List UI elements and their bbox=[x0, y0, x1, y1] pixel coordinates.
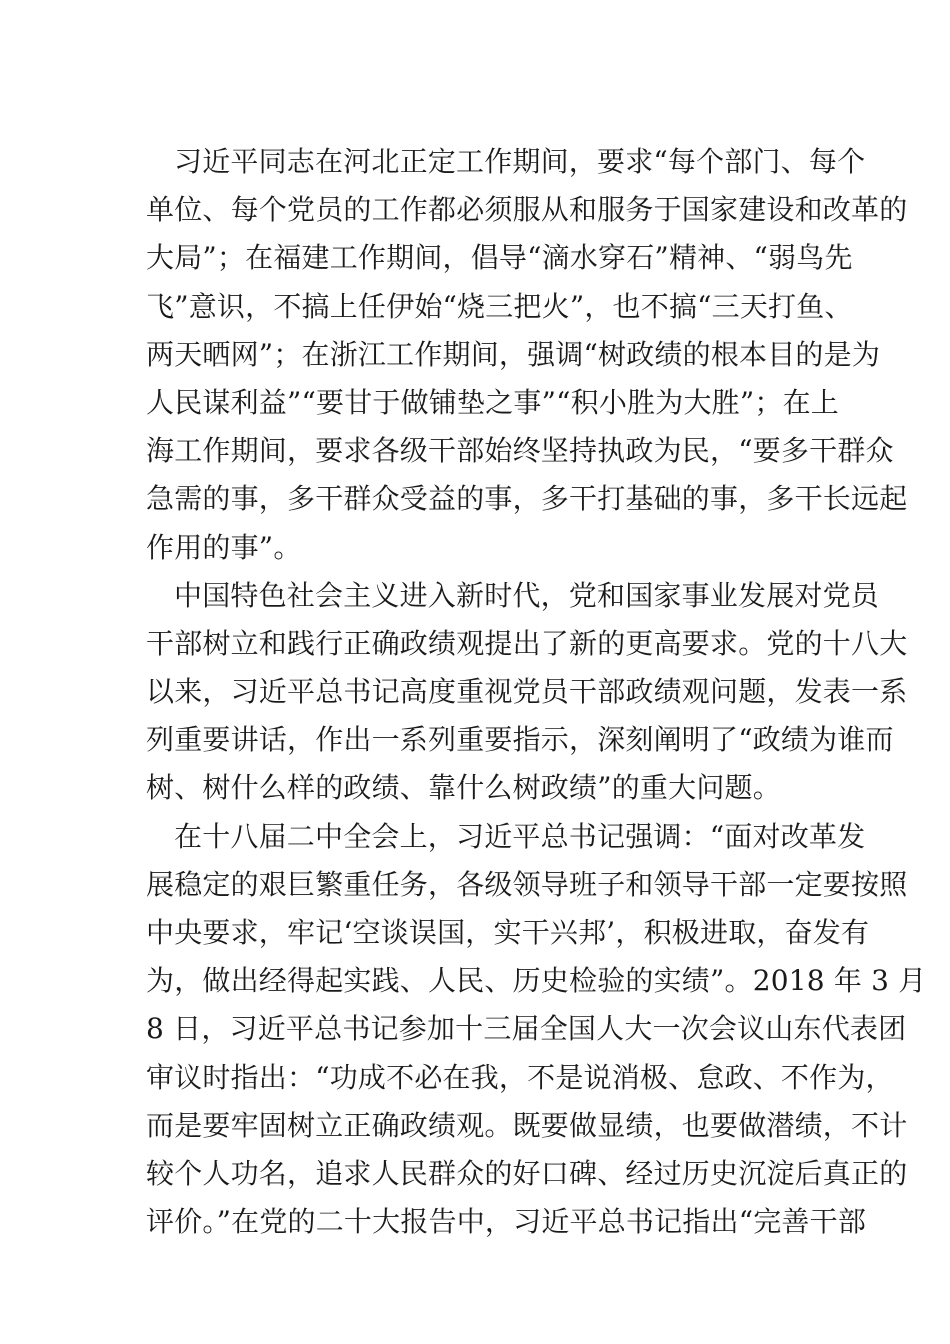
paragraph-3 bbox=[146, 813, 927, 1247]
body-text bbox=[146, 138, 927, 1246]
text-line: 为，做出经得起实践、人民、历史检验的实绩”。2018 年 3 月 bbox=[146, 964, 927, 998]
text-line: 海工作期间，要求各级干部始终坚持执政为民，“要多干群众 bbox=[146, 434, 894, 468]
text-line: 树、树什么样的政绩、靠什么树政绩”的重大问题。 bbox=[146, 771, 781, 805]
text-line: 展稳定的艰巨繁重任务，各级领导班子和领导干部一定要按照 bbox=[146, 867, 908, 901]
text-line: 作用的事”。 bbox=[146, 530, 302, 564]
text-line: 干部树立和践行正确政绩观提出了新的更高要求。党的十八大 bbox=[146, 626, 908, 660]
text-line: 习近平同志在河北正定工作期间，要求“每个部门、每个 bbox=[174, 145, 866, 178]
text-line: 8 日，习近平总书记参加十三届全国人大一次会议山东代表团 bbox=[146, 1012, 907, 1046]
text-line: 飞”意识，不搞上任伊始“烧三把火”，也不搞“三天打鱼、 bbox=[146, 289, 853, 323]
text-line: 在十八届二中全会上，习近平总书记强调：“面对改革发 bbox=[174, 819, 866, 853]
text-line: 以来，习近平总书记高度重视党员干部政绩观问题，发表一系 bbox=[146, 675, 908, 709]
text-line: 审议时指出：“功成不必在我，不是说消极、怠政、不作为， bbox=[146, 1060, 894, 1094]
text-line: 评价。”在党的二十大报告中，习近平总书记指出“完善干部 bbox=[146, 1205, 867, 1239]
text-line: 单位、每个党员的工作都必须服从和服务于国家建设和改革的 bbox=[146, 193, 908, 227]
text-line: 较个人功名，追求人民群众的好口碑、经过历史沉淀后真正的 bbox=[146, 1156, 908, 1190]
text-line: 中央要求，牢记‘空谈误国，实干兴邦’，积极进取，奋发有 bbox=[146, 916, 870, 949]
text-line: 急需的事，多干群众受益的事，多干打基础的事，多干长远起 bbox=[146, 482, 908, 516]
text-line: 人民谋利益”“要甘于做铺垫之事”“积小胜为大胜”；在上 bbox=[146, 385, 839, 419]
paragraph-2 bbox=[146, 572, 908, 813]
text-line: 列重要讲话，作出一系列重要指示，深刻阐明了“政绩为谁而 bbox=[146, 723, 894, 757]
paragraph-1 bbox=[146, 138, 908, 572]
text-line: 中国特色社会主义进入新时代，党和国家事业发展对党员 bbox=[174, 578, 880, 612]
text-line: 而是要牢固树立正确政绩观。既要做显绩，也要做潜绩，不计 bbox=[146, 1108, 908, 1142]
text-line: 大局”；在福建工作期间，倡导“滴水穿石”精神、“弱鸟先 bbox=[146, 241, 853, 275]
text-line: 两天晒网”；在浙江工作期间，强调“树政绩的根本目的是为 bbox=[146, 337, 881, 371]
